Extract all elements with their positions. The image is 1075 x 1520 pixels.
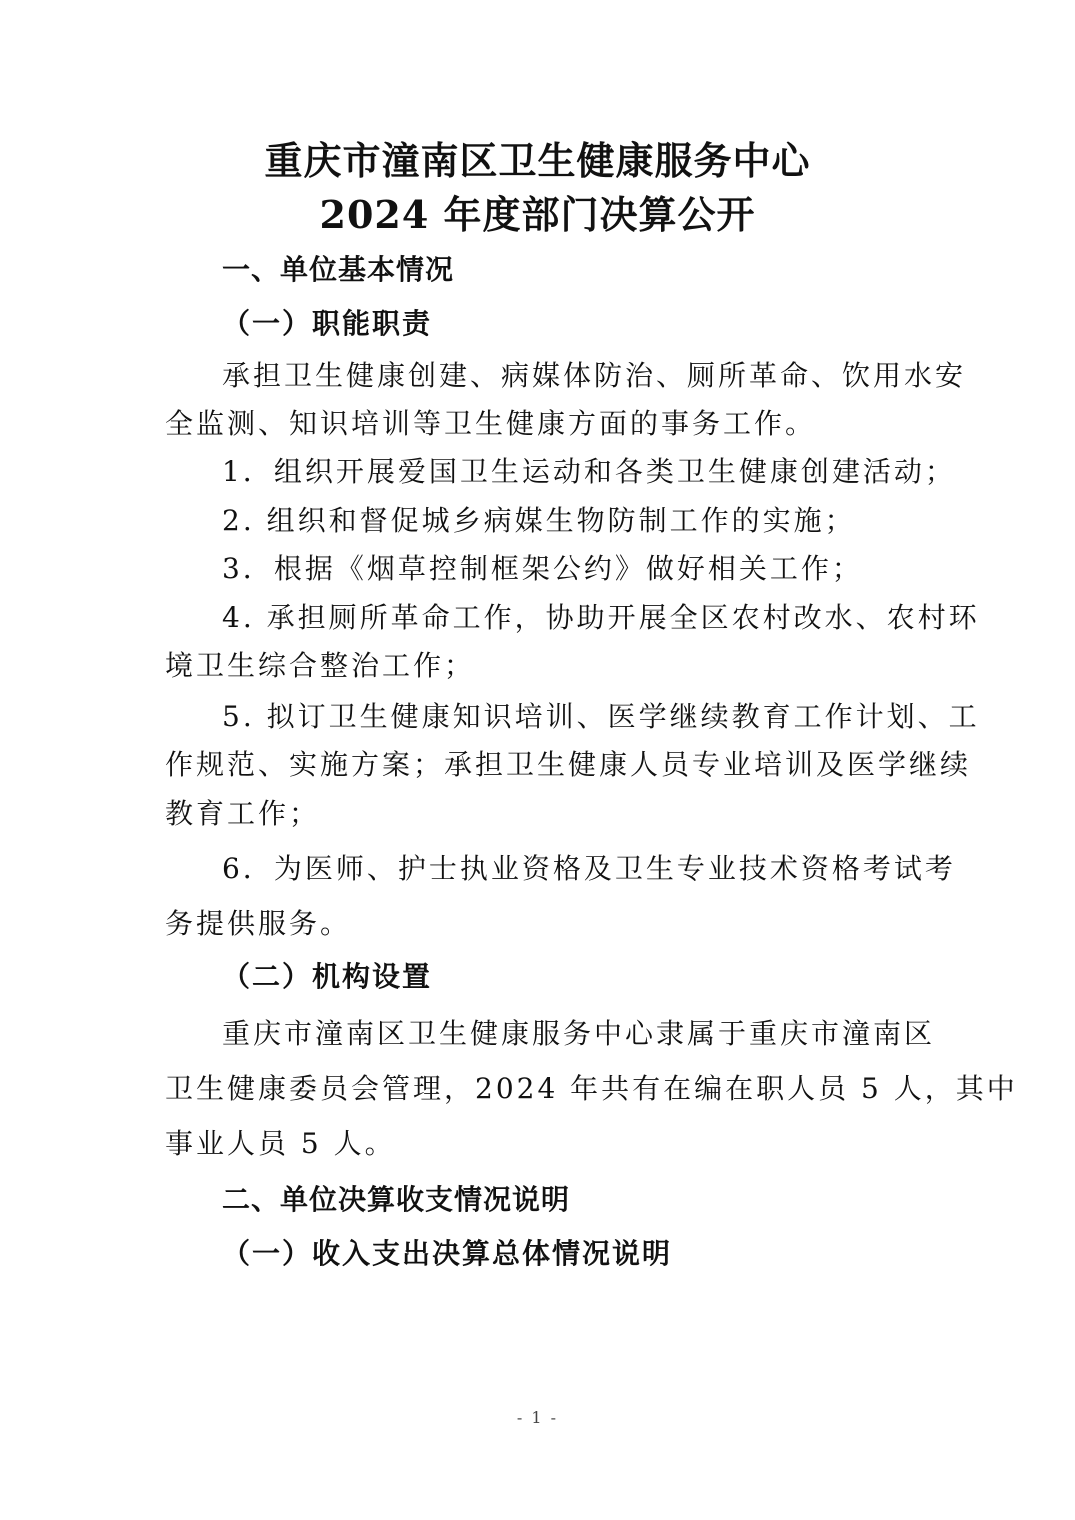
- section2-sub1-heading: （一）收入支出决算总体情况说明: [222, 1237, 673, 1270]
- list-item-5-cont: 作规范、实施方案；承担卫生健康人员专业培训及医学继续: [165, 748, 972, 781]
- section1-sub2-heading: （二）机构设置: [222, 960, 433, 993]
- section1-heading: 一、单位基本情况: [222, 253, 455, 286]
- paragraph-line: 承担卫生健康创建、病媒体防治、厕所革命、饮用水安: [222, 359, 967, 392]
- paragraph-line: 重庆市潼南区卫生健康服务中心隶属于重庆市潼南区: [222, 1017, 936, 1050]
- list-item-1: 1．组织开展爱国卫生运动和各类卫生健康创建活动；: [222, 455, 956, 488]
- list-item-4: 4. 承担厕所革命工作，协助开展全区农村改水、农村环: [222, 601, 980, 634]
- list-item-2: 2. 组织和督促城乡病媒生物防制工作的实施；: [222, 504, 856, 537]
- list-item-3: 3．根据《烟草控制框架公约》做好相关工作；: [222, 552, 863, 585]
- page-number: - 1 -: [516, 1408, 559, 1427]
- list-item-4-cont: 境卫生综合整治工作；: [165, 649, 476, 682]
- paragraph-line: 卫生健康委员会管理，2024 年共有在编在职人员 5 人，其中: [165, 1072, 1018, 1105]
- section1-sub1-heading: （一）职能职责: [222, 307, 433, 340]
- paragraph-line: 事业人员 5 人。: [165, 1127, 396, 1160]
- document-title-line2: 2024 年度部门决算公开: [319, 192, 756, 237]
- list-item-5: 5. 拟订卫生健康知识培训、医学继续教育工作计划、工: [222, 700, 980, 733]
- section2-heading: 二、单位决算收支情况说明: [222, 1183, 571, 1216]
- paragraph-line: 全监测、知识培训等卫生健康方面的事务工作。: [165, 407, 817, 440]
- list-item-5-cont: 教育工作；: [165, 797, 321, 830]
- list-item-6-cont: 务提供服务。: [165, 907, 352, 940]
- list-item-6: 6．为医师、护士执业资格及卫生专业技术资格考试考: [222, 852, 956, 885]
- document-title-line1: 重庆市潼南区卫生健康服务中心: [264, 138, 811, 183]
